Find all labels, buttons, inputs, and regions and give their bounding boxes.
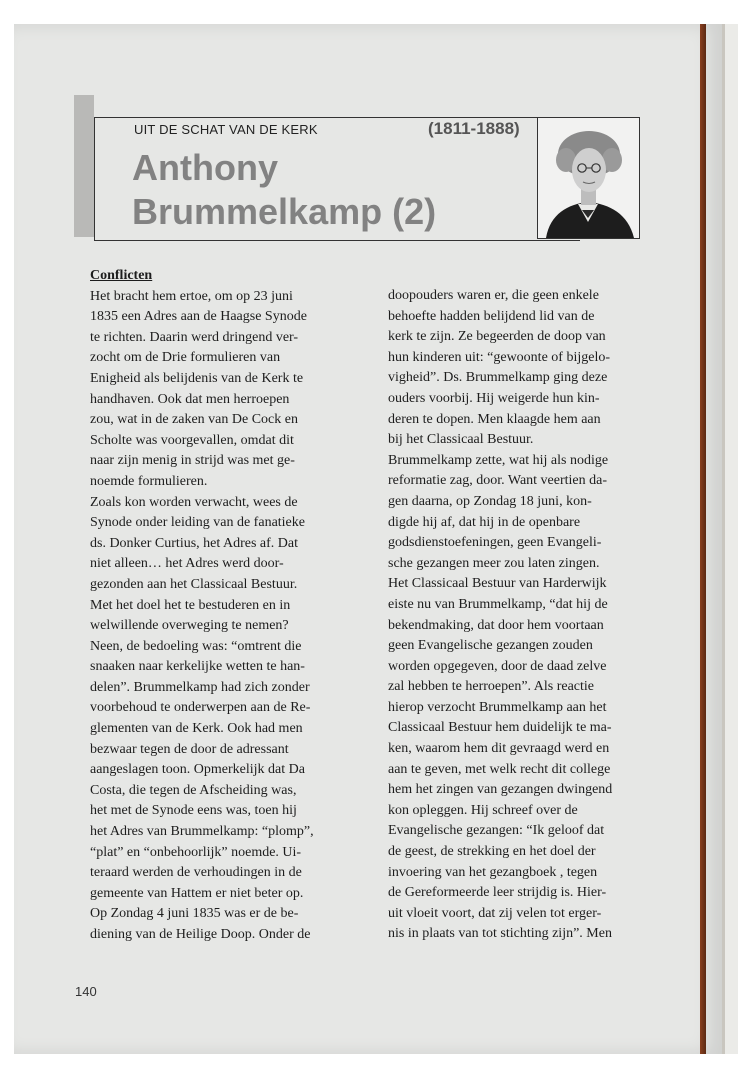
text-line: hem het zingen van gezangen dwingend [388,782,613,798]
series-kicker: UIT DE SCHAT VAN DE KERK [134,122,318,137]
text-line: het Adres van Brummelkamp: “plomp”, [90,824,314,840]
section-heading: Conflicten [90,268,153,283]
text-line: Neen, de bedoeling was: “omtrent die [90,638,302,654]
text-line: handhaven. Ook dat men herroepen [90,391,290,407]
text-line: te richten. Daarin werd dringend ver- [90,329,299,345]
text-line: doopouders waren er, die geen enkele [388,288,599,303]
text-line: Het bracht hem ertoe, om op 23 juni [90,288,293,304]
text-line: noemde formulieren. [90,473,208,489]
text-line: eiste nu van Brummelkamp, “dat hij de [388,596,608,612]
text-line: Classicaal Bestuur hem duidelijk te ma- [388,720,612,736]
text-line: Zoals kon worden verwacht, wees de [90,494,298,510]
text-line: teraard werden de verhoudingen in de [90,865,302,881]
text-line: deren te dopen. Men klaagde hem aan [388,411,601,427]
text-line: het met de Synode eens was, toen hij [90,803,297,819]
text-line: zocht om de Drie formulieren van [90,350,281,366]
text-line: godsdienstoefeningen, geen Evangeli- [388,535,602,551]
text-line: aan te geven, met welk recht dit college [388,761,611,777]
text-line: glementen van de Kerk. Ook had men [90,721,303,737]
text-line: Synode onder leiding van de fanatieke [90,515,305,531]
text-line: gezonden aan het Classicaal Bestuur. [90,576,298,592]
text-line: zou, wat in de zaken van De Cock en [90,412,298,428]
book-spine [700,24,706,1054]
text-line: Met het doel het te bestuderen en in [90,597,291,613]
text-line: aangeslagen toon. Opmerkelijk dat Da [90,762,305,778]
text-line: sche gezangen meer zou laten zingen. [388,555,600,571]
text-line: bekendmaking, dat door hem voortaan [388,617,604,633]
page-number: 140 [75,984,97,999]
text-line: gen daarna, op Zondag 18 juni, kon- [388,493,592,509]
text-line: uit vloeit voort, dat zij velen tot erger- [388,905,602,921]
text-line: welwillende overweging te nemen? [90,618,289,634]
text-line: hun kinderen uit: “gewoonte of bijgelo- [388,349,610,365]
text-line: behoefte hadden belijdend lid van de [388,308,595,324]
text-line: delen”. Brummelkamp had zich zonder [90,679,310,695]
text-line: Scholte was voorgevallen, omdat dit [90,432,294,448]
text-line: naar zijn menig in strijd was met ge- [90,453,295,469]
text-line: digde hij af, dat hij in de openbare [388,514,581,530]
text-line: hierop verzocht Brummelkamp aan het [388,699,607,715]
text-line: 1835 een Adres aan de Haagse Synode [90,309,307,325]
text-line: kon opleggen. Hij schreef over de [388,802,578,818]
portrait-photo [537,117,640,239]
header-accent-bar [74,95,94,237]
text-line: snaaken naar kerkelijke wetten te han- [90,659,305,675]
life-years: (1811-1888) [428,119,520,138]
text-line: de geest, de strekking en het doel der [388,844,596,860]
text-line: “plat” en “onbehoorlijk” noemde. Ui- [90,844,302,860]
title-line-1: Anthony [132,147,278,188]
text-line: diening van de Heilige Doop. Onder de [90,927,311,942]
text-line: Brummelkamp zette, wat hij als nodige [388,452,609,468]
text-line: niet alleen… het Adres werd door- [90,556,284,572]
text-line: gemeente van Hattem er niet beter op. [90,885,304,901]
article-column-right [388,286,666,945]
article-column-left [90,266,368,946]
text-line: Op Zondag 4 juni 1835 was er de be- [90,906,299,922]
text-line: bezwaar tegen de door de adressant [90,741,289,757]
text-line: Het Classicaal Bestuur van Harderwijk [388,576,607,592]
text-line: ouders voorbij. Hij weigerde hun kin- [388,390,600,406]
text-line: ken, waarom hem dit gevraagd werd en [388,741,610,757]
text-line: nis in plaats van tot stichting zijn”. Men [388,926,612,942]
text-line: vigheid”. Ds. Brummelkamp ging deze [388,370,608,386]
text-line: voorbehoud te onderwerpen aan de Re- [90,700,311,716]
text-line: invoering van het gezangboek , tegen [388,864,598,880]
title-line-2: Brummelkamp (2) [132,191,437,232]
text-line: ds. Donker Curtius, het Adres af. Dat [90,535,299,551]
text-line: Enigheid als belijdenis van de Kerk te [90,370,304,386]
text-line: zal hebben te herroepen”. Als reactie [388,679,595,695]
text-line: reformatie zag, door. Want veertien da- [388,473,608,489]
text-line: worden opgegeven, door de daad zelve [388,658,607,674]
text-line: Evangelische gezangen: “Ik geloof dat [388,823,605,839]
text-line: bij het Classicaal Bestuur. [388,432,534,448]
text-line: kerk te zijn. Ze begeerden de doop van [388,329,606,345]
text-line: de Gereformeerde leer strijdig is. Hier- [388,885,607,901]
text-line: geen Evangelische gezangen zouden [388,638,593,654]
text-line: Costa, die tegen de Afscheiding was, [90,782,297,798]
